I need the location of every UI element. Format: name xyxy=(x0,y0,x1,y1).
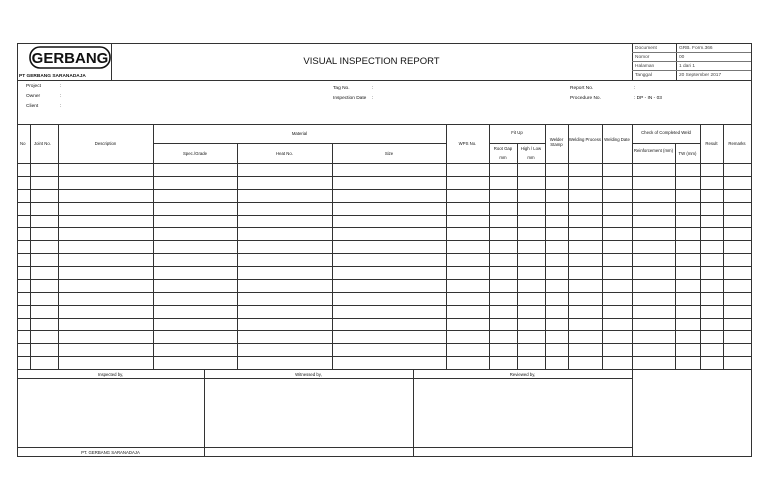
company-name: PT GERBANG SARANADAJA xyxy=(19,74,86,79)
project-label: Project xyxy=(26,84,41,89)
doc-value-document: GRB. Form.366 xyxy=(679,46,713,51)
col-wps-no: WPS No. xyxy=(458,141,477,146)
owner-label: Owner xyxy=(26,94,41,99)
col-root-gap-unit: mm xyxy=(499,155,507,160)
frame-right xyxy=(751,43,752,456)
witnessed-by-signature-area[interactable] xyxy=(205,379,412,446)
col-remarks: Remarks xyxy=(728,141,746,146)
table-row-line xyxy=(17,318,752,319)
col-size: Size xyxy=(384,151,394,156)
col-joint-no: Joint No. xyxy=(34,141,51,146)
table-row-line xyxy=(17,189,752,190)
frame-bottom xyxy=(17,456,752,457)
client-value[interactable]: : xyxy=(60,104,62,109)
col-check-weld: Check of Completed Weld xyxy=(641,130,691,135)
client-label: Client xyxy=(26,104,39,109)
table-row-line xyxy=(17,305,752,306)
table-row-line xyxy=(17,356,752,357)
table-row-line xyxy=(17,202,752,203)
doc-label-halaman: Halaman xyxy=(635,64,655,69)
logo-text: GERBANG xyxy=(31,50,109,67)
table-row-line xyxy=(17,240,752,241)
col-welding-date: Welding Date xyxy=(604,137,630,142)
procedure-no-value[interactable]: : DP - IN - 03 xyxy=(634,96,662,101)
project-value[interactable]: : xyxy=(60,84,62,89)
col-description: Description xyxy=(94,141,117,146)
col-tw: TW (mm) xyxy=(678,151,697,156)
col-fit-up: Fit Up xyxy=(511,130,523,135)
col-no: No xyxy=(20,141,26,146)
table-row-line xyxy=(17,227,752,228)
reviewed-by-signature-area[interactable] xyxy=(414,379,631,446)
table-row-line xyxy=(17,292,752,293)
inspected-by-signature-area[interactable] xyxy=(18,379,203,446)
table-header-bottom xyxy=(17,163,752,164)
col-reinforcement: Reinforcement (mm) xyxy=(633,148,674,153)
col-spec-grade: Spec./Grade xyxy=(182,151,208,156)
col-high-low: High / Low xyxy=(520,146,542,151)
gerbang-logo xyxy=(29,46,111,69)
table-row-line xyxy=(17,215,752,216)
doc-label-nomor: Nomor xyxy=(635,55,650,60)
col-welding-process: Welding Process xyxy=(568,137,602,142)
doc-label-document: Document xyxy=(635,46,657,51)
doc-value-tanggal: 20 September 2017 xyxy=(679,73,722,78)
signature-footer-line xyxy=(17,447,632,448)
inspected-by-label: Inspected by, xyxy=(97,372,124,377)
weld-sub-line xyxy=(632,143,700,144)
table-row-line xyxy=(17,343,752,344)
doc-label-tanggal: Tanggal xyxy=(635,73,652,78)
report-title: VISUAL INSPECTION REPORT xyxy=(303,56,440,67)
owner-value[interactable]: : xyxy=(60,94,62,99)
tag-value[interactable]: : xyxy=(372,86,374,91)
frame-top xyxy=(17,43,752,44)
inspection-date-value[interactable]: : xyxy=(372,96,374,101)
table-row-line xyxy=(17,330,752,331)
table-row-line xyxy=(17,253,752,254)
col-welder-stamp: Welder Stamp xyxy=(549,137,564,147)
col-result: Result xyxy=(705,141,718,146)
header-bottom-line xyxy=(17,80,752,81)
report-no-label: Report No. xyxy=(570,86,594,91)
report-no-value[interactable]: : xyxy=(634,86,636,91)
reviewed-by-label: Reviewed by, xyxy=(509,372,536,377)
doc-value-nomor: 00 xyxy=(679,55,685,60)
table-row-line xyxy=(17,176,752,177)
tag-label: Tag No. xyxy=(333,86,350,91)
procedure-no-label: Procedure No. xyxy=(570,96,601,101)
signature-top-line xyxy=(17,369,752,370)
inspection-date-label: Inspection Date xyxy=(333,96,367,101)
material-sub-line xyxy=(153,143,446,144)
col-heat-no: Heat No. xyxy=(276,151,293,156)
col-root-gap: Root Gap xyxy=(493,146,513,151)
table-top-line xyxy=(17,124,752,125)
col-high-low-unit: mm xyxy=(527,155,535,160)
table-row-line xyxy=(17,266,752,267)
col-material: Material xyxy=(291,131,308,136)
table-row-line xyxy=(17,279,752,280)
doc-value-halaman: 1 dari 1 xyxy=(679,64,695,69)
company-footer: PT. GERBANG SARANADAJA xyxy=(81,450,140,455)
witnessed-by-label: Witnessed by, xyxy=(295,372,322,377)
